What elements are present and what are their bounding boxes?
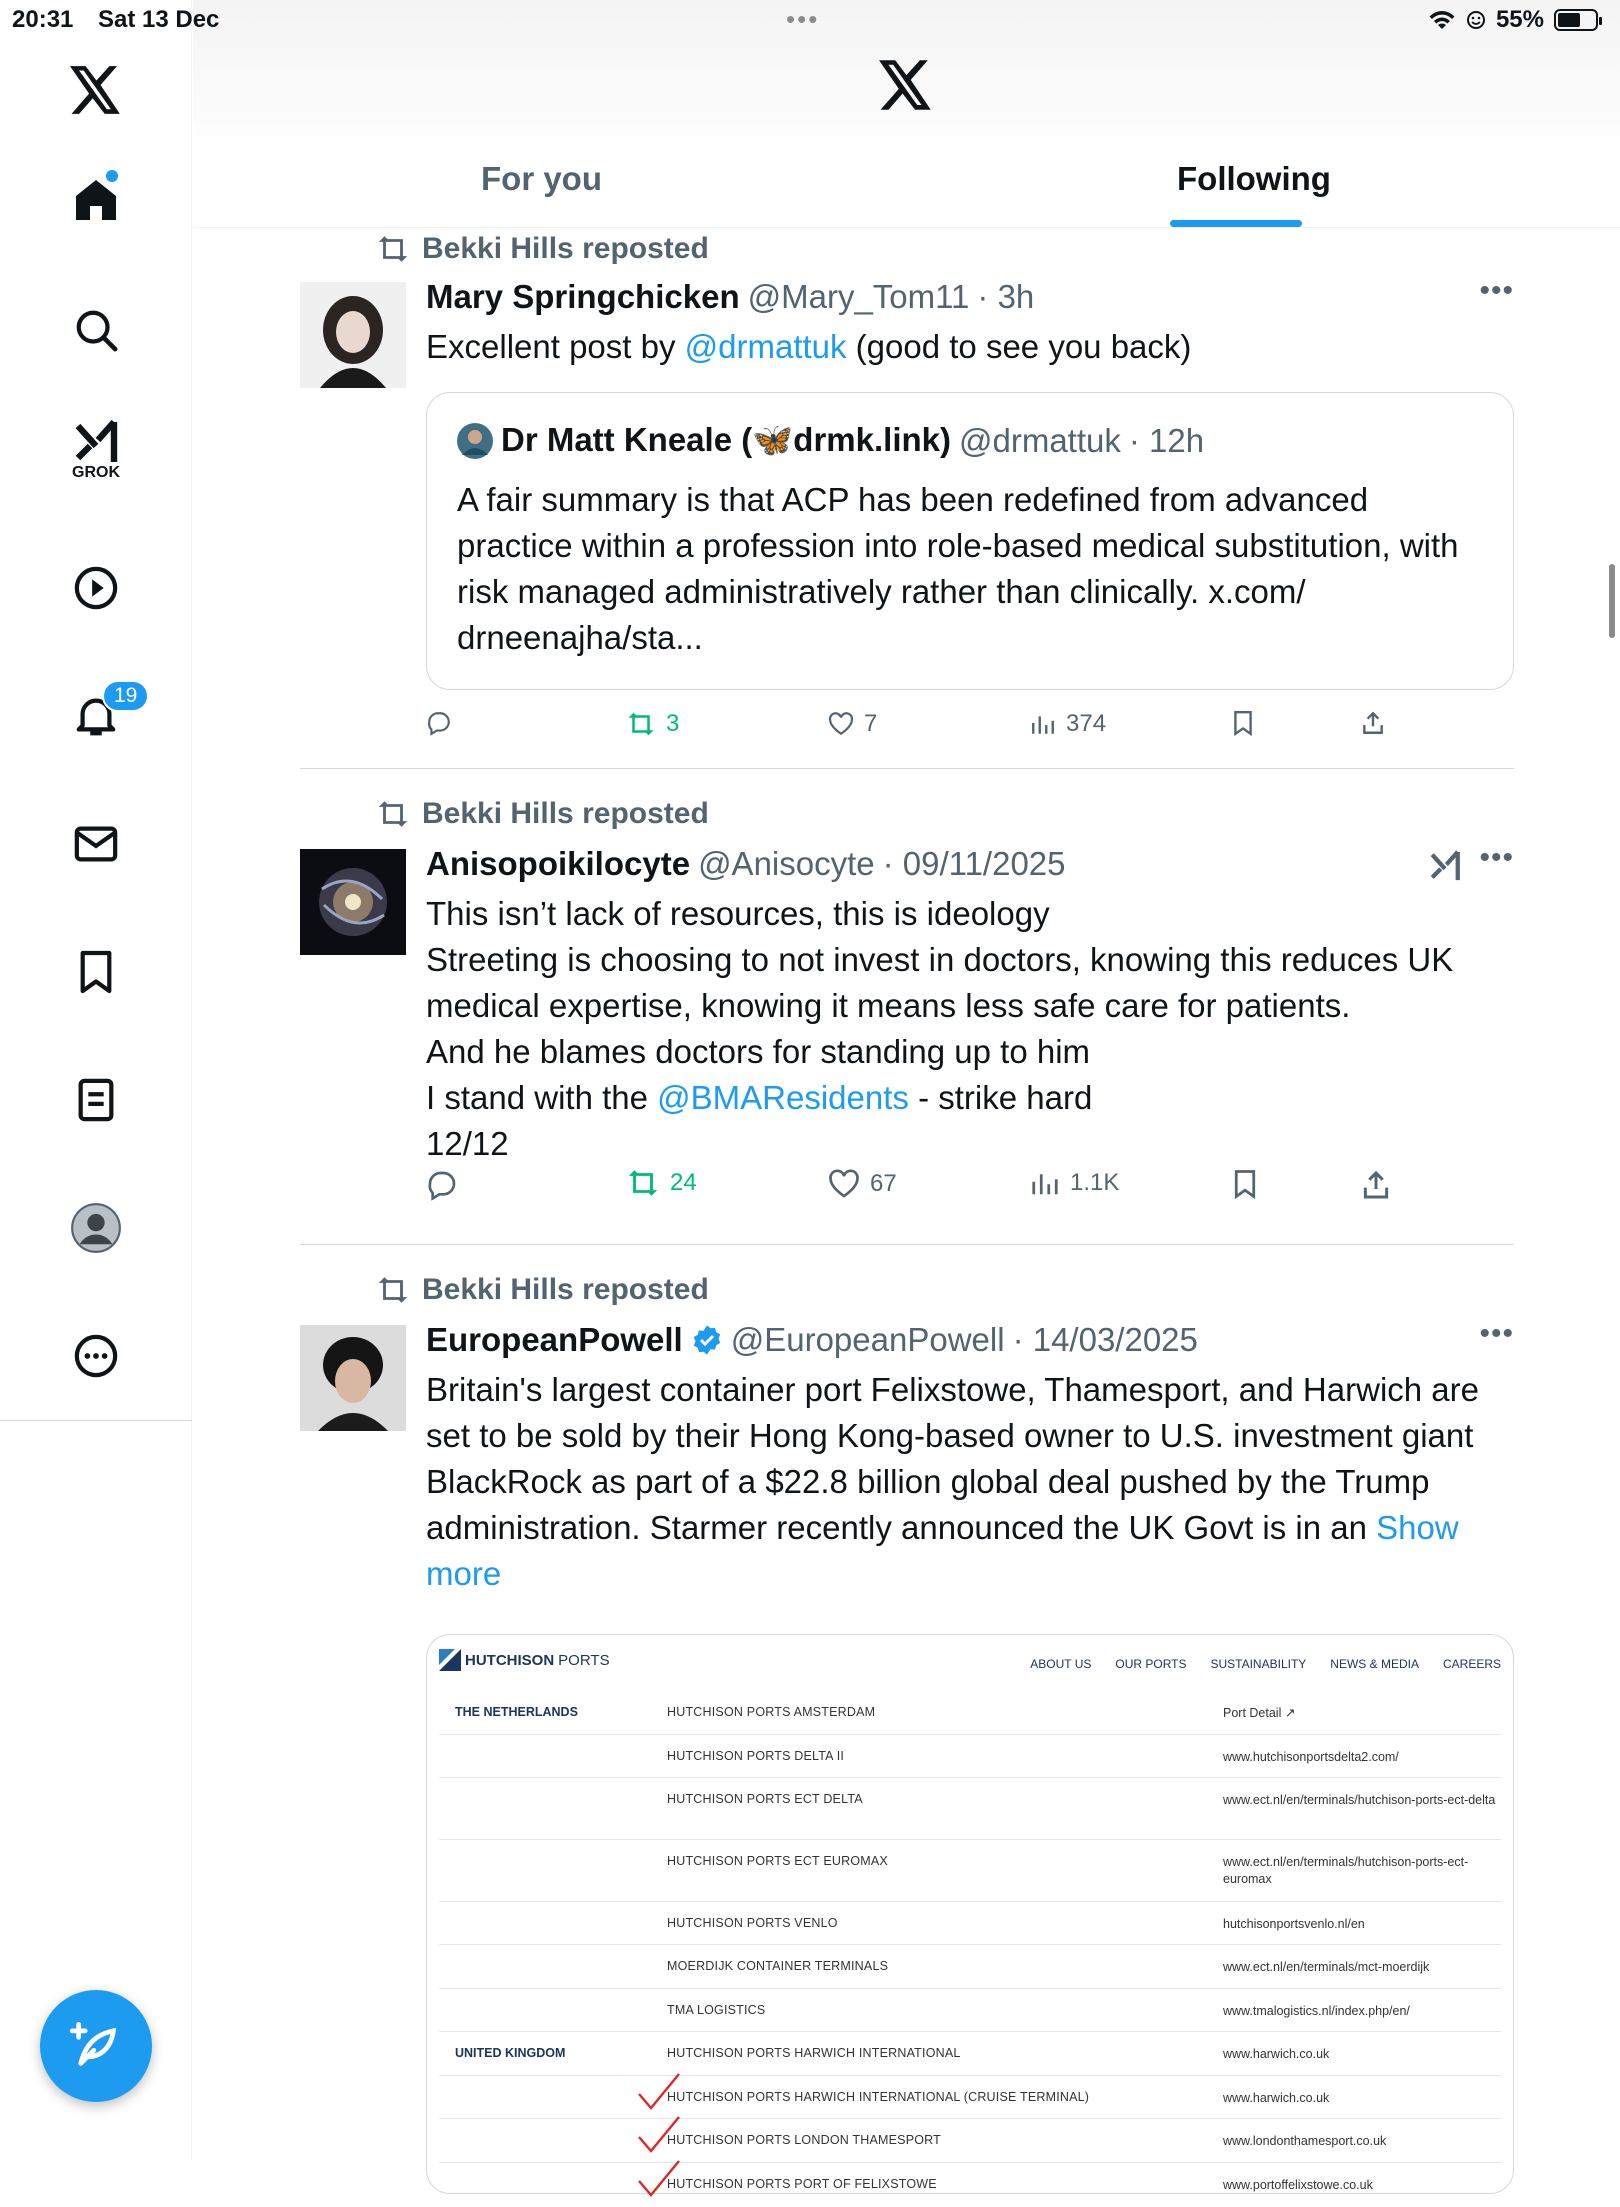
- tweet[interactable]: [300, 769, 1514, 1245]
- views-button[interactable]: [1030, 1169, 1119, 1197]
- tweet-text: Excellent post by @drmattuk (good to see you back): [426, 328, 1192, 365]
- status-time: 20:31: [12, 6, 74, 33]
- repost-button[interactable]: [626, 710, 679, 738]
- bookmark-icon: [1232, 1169, 1258, 1199]
- status-date: Sat 13 Dec: [98, 6, 220, 33]
- media-nav-item: CAREERS: [1442, 1657, 1501, 1671]
- view-count: 374: [1066, 710, 1107, 737]
- more-menu-icon[interactable]: •••: [1479, 274, 1514, 307]
- video-play-icon[interactable]: [56, 548, 136, 628]
- like-button[interactable]: [828, 1169, 897, 1199]
- more-menu-icon[interactable]: •••: [1479, 841, 1514, 874]
- views-chart-icon: [1030, 712, 1056, 736]
- x-header-logo-icon: [879, 60, 933, 115]
- media-nav: [1030, 1657, 1501, 1671]
- grok-icon[interactable]: [56, 410, 136, 490]
- quote-header: [457, 421, 1204, 460]
- table-row: HUTCHISON PORTS VENLO hutchisonportsvenlo.nl/en: [439, 1902, 1501, 1945]
- tab-following[interactable]: Following: [1177, 160, 1331, 197]
- heart-icon: [828, 712, 854, 736]
- bookmarks-icon[interactable]: [56, 932, 136, 1012]
- tweet-time[interactable]: · 09/11/2025: [882, 845, 1066, 882]
- media-nav-item: SUSTAINABILITY: [1210, 1657, 1307, 1671]
- share-button[interactable]: [1360, 1169, 1392, 1201]
- sidebar: [0, 0, 192, 2160]
- avatar[interactable]: [300, 282, 406, 388]
- repost-indicator: [376, 797, 709, 831]
- quoted-tweet[interactable]: [426, 392, 1514, 690]
- repost-button[interactable]: [626, 1169, 697, 1197]
- tweet-line: I stand with the @BMAResidents - strike hard: [426, 1079, 1093, 1116]
- user-photo-icon: [300, 282, 406, 388]
- author-name[interactable]: Anisopoikilocyte: [426, 845, 691, 882]
- notifications-badge: 19: [102, 680, 149, 712]
- share-icon: [1360, 710, 1386, 736]
- compose-feather-icon: [70, 2020, 122, 2072]
- active-tab-indicator: [1170, 220, 1302, 227]
- repost-indicator: [376, 232, 709, 266]
- author-name[interactable]: Mary Springchicken: [426, 278, 740, 315]
- reply-button[interactable]: [426, 1169, 458, 1201]
- tweet-line: And he blames doctors for standing up to him: [426, 1033, 1091, 1070]
- avatar[interactable]: [300, 849, 406, 955]
- table-row: HUTCHISON PORTS ECT DELTA www.ect.nl/en/terminals/hutchison-ports-ect-delta: [439, 1778, 1501, 1840]
- repost-action-icon: [626, 712, 656, 736]
- repost-icon: [376, 236, 410, 262]
- battery-percent: 55%: [1495, 6, 1544, 33]
- table-row: UNITED KINGDOM HUTCHISON PORTS HARWICH INTERNATIONAL www.harwich.co.uk: [439, 2032, 1501, 2076]
- tweet-line: 12/12: [426, 1125, 509, 1162]
- repost-count: 24: [670, 1169, 697, 1196]
- tweet-actions: [426, 1169, 1396, 1209]
- media-nav-item: OUR PORTS: [1115, 1657, 1187, 1671]
- compose-post-button[interactable]: [40, 1990, 152, 2102]
- like-button[interactable]: [828, 710, 877, 738]
- bookmark-button[interactable]: [1232, 710, 1254, 736]
- media-nav-item: ABOUT US: [1030, 1657, 1092, 1671]
- tweet-header: [426, 1321, 1198, 1359]
- table-row: HUTCHISON PORTS ECT EUROMAX www.ect.nl/en/terminals/hutchison-ports-ect-euromax: [439, 1840, 1501, 1902]
- hutchison-logo-icon: [439, 1649, 461, 1671]
- multitasking-dots[interactable]: •••: [786, 4, 820, 34]
- tweet[interactable]: [300, 1245, 1514, 2192]
- author-name[interactable]: EuropeanPowell: [426, 1321, 683, 1358]
- reply-icon: [426, 1169, 458, 1201]
- tweet-line: Streeting is choosing to not invest in doctors, knowing this reduces UK medical expertise, knowing it means less safe care for patients.: [426, 941, 1454, 1024]
- scrollbar-thumb[interactable]: [1609, 564, 1615, 638]
- author-handle[interactable]: @Mary_Tom11: [747, 278, 970, 315]
- heart-icon: [828, 1169, 860, 1199]
- avatar[interactable]: [300, 1325, 406, 1431]
- table-row: HUTCHISON PORTS HARWICH INTERNATIONAL (CRUISE TERMINAL) www.harwich.co.uk: [439, 2076, 1501, 2119]
- repost-indicator: [376, 1273, 709, 1307]
- author-handle[interactable]: @EuropeanPowell: [730, 1321, 1005, 1358]
- like-count: 67: [870, 1170, 897, 1197]
- share-button[interactable]: [1360, 710, 1386, 736]
- tweet[interactable]: [300, 228, 1514, 769]
- quote-avatar: [457, 423, 493, 459]
- repost-count: 3: [666, 710, 680, 737]
- status-right: [1428, 6, 1598, 34]
- table-row: TMA LOGISTICS www.tmalogistics.nl/index.php/en/: [439, 1989, 1501, 2032]
- tweet-header: [426, 845, 1066, 883]
- mention-link[interactable]: @BMAResidents: [657, 1079, 909, 1116]
- table-row: HUTCHISON PORTS DELTA II www.hutchisonportsdelta2.com/: [439, 1735, 1501, 1778]
- bookmark-icon: [1232, 710, 1254, 736]
- focus-icon: [1466, 10, 1486, 30]
- messages-envelope-icon[interactable]: [56, 804, 136, 884]
- views-button[interactable]: [1030, 710, 1106, 738]
- media-nav-item: NEWS & MEDIA: [1330, 1657, 1419, 1671]
- profile-avatar-icon[interactable]: [56, 1188, 136, 1268]
- user-photo-icon: [300, 1325, 406, 1431]
- repost-label: Bekki Hills reposted: [422, 232, 709, 265]
- bookmark-button[interactable]: [1232, 1169, 1258, 1199]
- sidebar-divider: [0, 1420, 192, 1421]
- views-chart-icon: [1030, 1169, 1060, 1197]
- table-row: MOERDIJK CONTAINER TERMINALS www.ect.nl/en/terminals/mct-moerdijk: [439, 1945, 1501, 1989]
- quote-author-handle[interactable]: @drmattuk: [959, 421, 1121, 459]
- reply-icon: [426, 710, 452, 736]
- repost-label: Bekki Hills reposted: [422, 797, 709, 830]
- table-row: THE NETHERLANDS HUTCHISON PORTS AMSTERDAM Port Detail ↗: [439, 1691, 1501, 1735]
- author-handle[interactable]: @Anisocyte: [698, 845, 875, 882]
- more-menu-icon[interactable]: •••: [1479, 1317, 1514, 1350]
- verified-badge-icon: [691, 1324, 723, 1356]
- tweet-time[interactable]: · 3h: [977, 278, 1035, 315]
- x-logo-icon[interactable]: [56, 50, 136, 130]
- tab-for-you[interactable]: For you: [481, 160, 602, 197]
- grok-label: GROK: [72, 464, 120, 481]
- tweet-header: [426, 278, 1034, 316]
- view-count: 1.1K: [1070, 1169, 1120, 1196]
- repost-action-icon: [626, 1169, 660, 1197]
- repost-icon: [376, 801, 410, 827]
- quote-time[interactable]: · 12h: [1128, 421, 1205, 459]
- grok-explain-icon[interactable]: [1428, 849, 1462, 883]
- more-options-icon[interactable]: [56, 1316, 136, 1396]
- share-icon: [1360, 1169, 1392, 1201]
- show-more-link[interactable]: Show more: [426, 1509, 1459, 1592]
- tweet-line: This isn’t lack of resources, this is ideology: [426, 895, 1050, 932]
- home-unread-dot: [106, 170, 118, 182]
- reply-button[interactable]: [426, 710, 452, 736]
- quote-text: A fair summary is that ACP has been redefined from advanced practice within a profession into role-based medical substitution, with risk managed administratively rather than clinically. x.com/ drneenajha/sta...: [457, 481, 1459, 656]
- table-row: HUTCHISON PORTS LONDON THAMESPORT www.londonthamesport.co.uk: [439, 2119, 1501, 2163]
- search-icon[interactable]: [56, 290, 136, 370]
- wifi-icon: [1428, 9, 1456, 31]
- status-bar: [0, 0, 1620, 40]
- repost-label: Bekki Hills reposted: [422, 1273, 709, 1306]
- tweet-text: [426, 891, 1514, 1167]
- table-row: HUTCHISON PORTS PORT OF FELIXSTOWE www.portoffelixstowe.co.uk: [439, 2163, 1501, 2207]
- repost-icon: [376, 1277, 410, 1303]
- hutchison-ports-logo: HUTCHISON PORTS: [439, 1649, 610, 1671]
- tweet-time[interactable]: · 14/03/2025: [1012, 1321, 1198, 1358]
- galaxy-photo-icon: [300, 849, 406, 955]
- media-site-header: [427, 1635, 1513, 1691]
- tweet-text: Britain's largest container port Felixstowe, Thamesport, and Harwich are set to be sold by their Hong Kong-based owner to U.S. investment giant BlackRock as part of a $22.8 billion global deal pushed by the Trump administration. Starmer recently announced the UK Govt is in an Show more: [426, 1371, 1479, 1592]
- tweet-media-image[interactable]: [426, 1634, 1514, 2194]
- home-icon[interactable]: [56, 160, 136, 240]
- mention-link[interactable]: @drmattuk: [684, 328, 847, 365]
- notifications-bell-icon[interactable]: [56, 676, 136, 756]
- battery-icon: [1554, 9, 1598, 31]
- timeline-feed: [300, 228, 1514, 2192]
- lists-icon[interactable]: [56, 1060, 136, 1140]
- quote-author-name[interactable]: Dr Matt Kneale (🦋drmk.link): [501, 421, 951, 458]
- tweet-actions: [426, 710, 1396, 750]
- like-count: 7: [864, 710, 878, 737]
